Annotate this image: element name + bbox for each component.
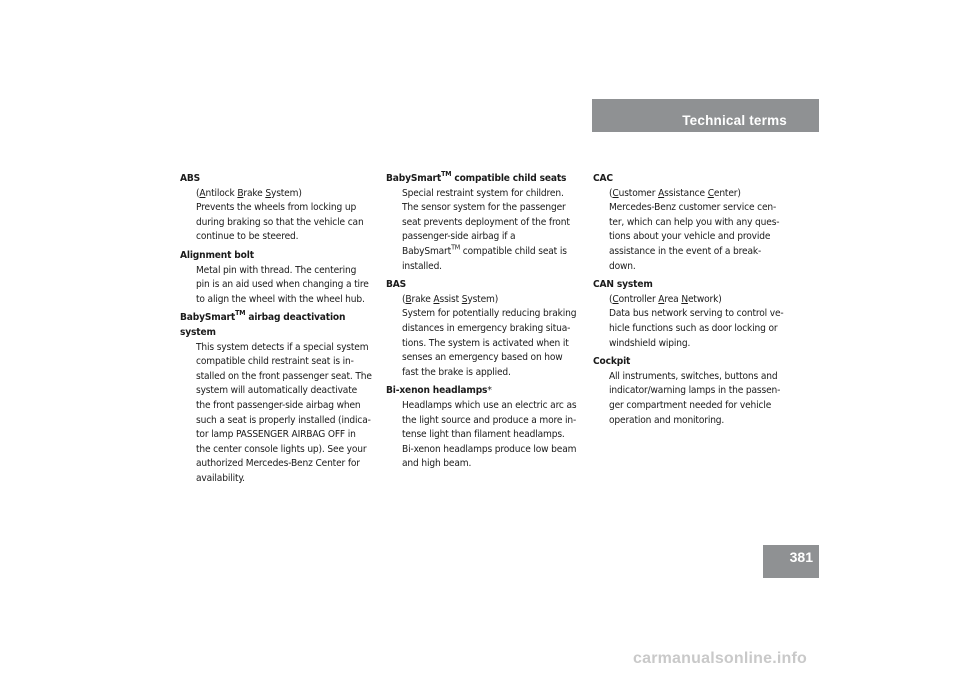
term-abs: ABS [180,173,201,184]
definition-line: All instruments, switches, buttons and [609,370,778,382]
glossary-column-3 [593,172,793,432]
definition-line: Mercedes-Benz customer service cen- [609,202,777,214]
glossary-entry-bas [386,278,582,380]
term-bas: BAS [386,279,407,291]
definition-line: Metal pin with thread. The centering [196,264,357,276]
glossary-column-1 [180,172,376,490]
definition-line: Bi-xenon headlamps produce low beam [402,443,577,455]
definition-line: ger compartment needed for vehicle [609,399,772,411]
definition-line: assistance in the event of a break- [609,245,762,257]
definition-line: tions. The system is activated when it [402,337,569,349]
definition-line: Prevents the wheels from locking up [196,202,357,214]
definition-line: operation and monitoring. [609,414,725,426]
definition-line: ter, which can help you with any ques- [609,216,780,228]
glossary-entry-cac [593,172,793,274]
definition-line: This system detects if a special system [196,341,369,353]
term-cac: CAC [593,173,613,184]
definition-line: seat prevents deployment of the front [402,216,570,228]
definition-line: the center console lights up). See your [196,443,367,455]
glossary-column-2 [386,169,582,476]
term-babysmart-airbag-line2: system [180,326,216,338]
glossary-entry-alignment-bolt [180,249,376,307]
definition-line: compatible child restraint seat is in- [196,356,354,368]
definition-line: continue to be steered. [196,231,299,243]
expansion-abs: (Antilock Brake System) [196,187,302,199]
definition-line: tions about your vehicle and provide [609,231,771,243]
definition-line: tense light than filament headlamps. [402,429,565,441]
expansion-can: (Controller Area Network) [609,293,722,305]
definition-line: down. [609,260,636,272]
term-bixenon: Bi-xenon headlamps* [386,385,492,397]
definition-line: pin is an aid used when changing a tire [196,279,369,291]
glossary-entry-babysmart-seats [386,169,582,274]
definition-line: availability. [196,472,245,484]
definition-line: Headlamps which use an electric arc as [402,399,577,411]
definition-line: during braking so that the vehicle can [196,216,364,228]
definition-line: tor lamp PASSENGER AIRBAG OFF in [196,429,356,441]
expansion-bas: (Brake Assist System) [402,293,499,305]
definition-line: such a seat is properly installed (indica- [196,414,371,426]
section-header-tab: Technical terms [592,99,819,132]
page-number: 381 [763,545,819,578]
definition-line: passenger-side airbag if a [402,231,516,243]
definition-line: Data bus network serving to control ve- [609,308,784,320]
definition-line: authorized Mercedes-Benz Center for [196,458,360,470]
term-alignment-bolt: Alignment bolt [180,249,254,261]
term-can-system: CAN system [593,279,653,291]
definition-line: system will automatically deactivate [196,385,358,397]
definition-line: The sensor system for the passenger [402,202,566,214]
definition-line: the light source and produce a more in- [402,414,577,426]
definition-line: senses an emergency based on how [402,352,563,364]
glossary-entry-can-system [593,278,793,351]
definition-line: System for potentially reducing braking [402,308,577,320]
definition-line: Special restraint system for children. [402,187,564,199]
definition-line: windshield wiping. [609,337,691,349]
definition-line: fast the brake is applied. [402,366,511,378]
expansion-cac: (Customer Assistance Center) [609,187,741,199]
term-babysmart-airbag: BabySmart™ airbag deactivation [180,308,346,324]
optional-equipment-asterisk: * [487,385,492,397]
term-cockpit: Cockpit [593,356,631,368]
definition-line: to align the wheel with the wheel hub. [196,293,365,305]
definition-line: distances in emergency braking situa- [402,322,571,334]
definition-line: installed. [402,260,442,272]
definition-line: stalled on the front passenger seat. The [196,370,372,382]
glossary-entry-babysmart-airbag [180,308,376,486]
definition-line: the front passenger-side airbag when [196,399,361,411]
watermark: carmanualsonline.info [633,650,808,667]
definition-line: BabySmart™ compatible child seat is [402,243,567,257]
definition-line: hicle functions such as door locking or [609,322,778,334]
definition-line: indicator/warning lamps in the passen- [609,385,781,397]
glossary-entry-cockpit [593,355,793,428]
term-babysmart-seats: BabySmart™ compatible child seats [386,169,567,184]
glossary-entry-abs [180,172,376,245]
glossary-entry-bixenon [386,384,582,472]
definition-line: and high beam. [402,458,472,470]
